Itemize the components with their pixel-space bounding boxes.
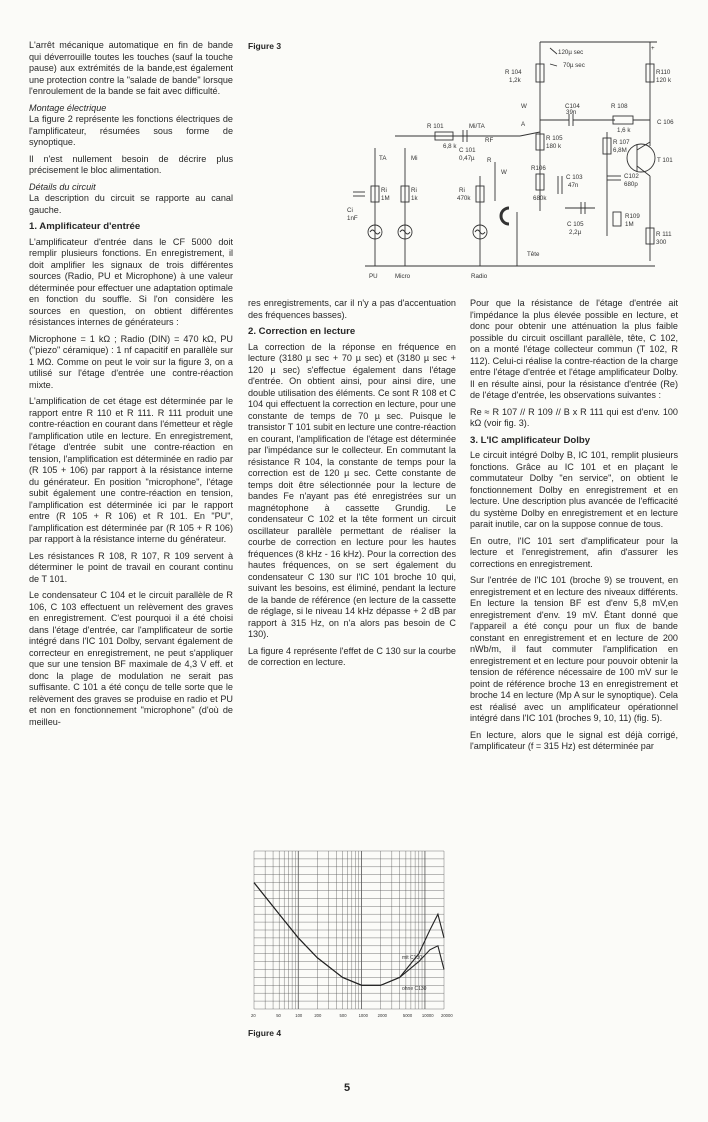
switch-a-label: A [521,121,526,128]
tete-label: Tête [527,251,540,258]
paragraph: Sur l'entrée de l'IC 101 (broche 9) se trouvent, en enregistrement et en lecture des niveaux différents. En lecture la tension BF est d'env 5,8 mV,en enregistrement d'env. 19 mV. Étant donné que l'appareil a été conçu pour un flux de bande constant en enregistrement et en lecture de 200 nWb/m, il faut commuter l'amplification en enregistrement et en lecture pour pouvoir obtenir la tension de référence nécessaire de 100 mV sur le point de référence broche 13 en enregistrement et broche 14 en lecture (Mp A sur le synoptique). Cela est réalisé avec un amplificateur opérationnel intégré dans l'IC 101 (broches 9, 10, 11) (fig. 5). [470,575,678,723]
ri-pu-label: Ri [381,187,387,194]
series-line-with-c130 [254,883,444,986]
t101-label: T 101 [657,157,673,164]
t120-label: 120µ sec [558,49,584,56]
t70-label: 70µ sec [563,62,585,69]
paragraph: La correction de la réponse en fréquence en lecture (3180 µ sec + 70 µ sec) et (3180 µ sec + 120 µ sec) s'effectue également dans l'étage d'entrée. On obtient ainsi, pour ainsi dire, une double utilisation des éléments. Ce sont R 108 et C 104 qui effectuent la correction en lecture, pour une constante de temps de 70 µ sec. Puisque le transistor T 101 subit en lecture une contre-réaction en courant, l'amplification de l'étage est déterminée par l'impédance sur le collecteur. En commutant la résistance R 104, la constante de temps pour la correction est de 120 µ sec. Cette constante de temps doit être sélectionnée pour la lecture de bandes Fe n'ayant pas été enregistrées sur un magnétophone à cassette Grundig. Le condensateur C 102 et la tête forment un circuit oscillateur parallèle permettant de réaliser la courbe de correction en lecture pour les hautes fréquences (8 kHz - 16 kHz). Pour la correction des hautes fréquences, on se sert également du condensateur C 130 sur l'IC 101 broche 10 qui, suivant les besoins, est éliminé, pendant la lecture de la bande de référence (en lecture de la cassette de réglage, si le niveau 14 kHz dépasse + 2 dB par rapport à 315 Hz, on n'a alors pas besoin de C 130). [248,341,456,639]
series-line-without-c130 [254,883,444,986]
section-heading-1: 1. Amplificateur d'entrée [29,221,141,232]
pu-label: PU [369,273,378,280]
paragraph: L'amplificateur d'entrée dans le CF 5000 doit remplir plusieurs fonctions. En enregistrement, il doit amplifier les signaux de trois différentes sources (Radio, PU et Microphone) à une valeur déterminée pour effectuer une adaptation optimale en fonction du souffle. Si l'on considère les sources en question, on obtient différentes résistances internes de générateurs : [29,236,233,327]
page-number: 5 [344,1082,351,1094]
curve-label-with: mit C130 [402,955,423,961]
column-2 [248,298,456,674]
r108-value: 1,6 k [617,127,631,134]
ci-value: 1nF [347,215,358,222]
r110-value: 120 k [656,77,672,84]
paragraph: res enregistrements, car il n'y a pas d'accentuation des fréquences basses). [248,298,456,320]
r104-label: R 104 [505,69,522,76]
c103-label: C 103 [566,174,583,181]
paragraph: La description du circuit se rapporte au canal gauche. [29,193,233,215]
c104-value: 39n [566,109,577,116]
x-tick-label: 20000 [441,1013,453,1018]
paragraph: Il n'est nullement besoin de décrire plus précisement le bloc alimentation. [29,153,233,175]
r106-label: R106 [531,165,546,172]
c102-value: 680p [624,181,638,188]
paragraph: La figure 4 représente l'effet de C 130 sur la courbe de correction en lecture. [248,645,456,667]
c106-label: C 106 [657,119,674,126]
paragraph: L'arrêt mécanique automatique en fin de bande qui déverrouille toutes les touches (sauf la touche pause) aux extrémités de la bande,est également une protection contre la "salade de bande" lorsque l'enroulement de la bande se fait avec difficulté. [29,40,233,96]
ri-pu-value: 1M [381,195,390,202]
c102-label: C102 [624,173,639,180]
rf-label: RF [485,137,494,144]
r111-label: R 111 [656,231,672,238]
r109-resistor [613,212,621,226]
radio-label: Radio [471,273,488,280]
x-tick-label: 50 [276,1013,281,1018]
r-label: R [487,157,492,164]
wa-label: W [501,169,507,176]
paragraph: Microphone = 1 kΩ ; Radio (DIN) = 470 kΩ, PU ("piezo" céramique) : 1 nf capacitif en parallèle sur 1 MΩ. Comme on peut le voir sur la figure 3, on a utilisé sur l'étage d'entrée une contre-réaction mixte. [29,333,233,390]
c103-value: 47n [568,182,579,189]
c101-label: C 101 [459,147,476,154]
c104-label: C104 [565,103,580,110]
r110-label: R110 [656,69,671,76]
column-3 [470,298,678,758]
ci-label: Ci [347,207,353,214]
r109-value: 1M [625,221,634,228]
figure-4-graph [248,845,453,1020]
micro-label: Micro [395,273,411,280]
x-tick-label: 2000 [377,1013,387,1018]
paragraph: En outre, l'IC 101 sert d'amplificateur pour la lecture et l'enregistrement, afin d'assurer les corrections en enregistrement. [470,535,678,569]
plus-label: + [651,45,655,52]
x-tick-label: 500 [339,1013,347,1018]
paragraph: L'amplification de cet étage est déterminée par le rapport entre R 110 et R 111. R 111 produit une contre-réaction en courant dans l'émetteur et règle l'amplification utile en lecture. En enregistrement, l'étage d'entrée subit une contre-réaction en tension, l'amplification est déterminée en radio par (R 105 + 106) par rapport à la résistance interne du générateur. En position "microphone", l'étage subit également une contre-réaction en tension, l'amplification est déterminée ici par le rapport entre (R 105 + R 106) et R 101. En "PU", l'amplification est déterminée par (R 105 + R 106) par rapport à la résistance interne du générateur. [29,396,233,544]
ri-mic-label: Ri [411,187,417,194]
subheading-montage: Montage électrique [29,102,107,113]
section-heading-3: 3. L'IC amplificateur Dolby [470,434,591,446]
r106-value: 680k [533,195,547,202]
section-heading-2: 2. Correction en lecture [248,326,356,337]
c105-label: C 105 [567,221,584,228]
r111-value: 300 [656,239,667,246]
r101-label: R 101 [427,123,444,130]
paragraph: Pour que la résistance de l'étage d'entrée ait l'impédance la plus élevée possible en lecture, et donc pour obtenir une atténuation la plus faible possible du circuit oscillant parallèle, tête, C 102, on a monté l'étage collecteur commun (T 102, R 112). Celui-ci réalise la contre-réaction de la charge entre l'étage d'entrée et l'étage amplificateur Dolby. Il en résulte ainsi, pour la résistance d'entrée (Re) de l'étage d'entrée, les observations suivantes : [470,298,678,400]
mi-label: Mi [411,155,418,162]
x-tick-label: 200 [314,1013,322,1018]
c105-value: 2,2µ [569,229,582,236]
figure-3-schematic [345,36,681,280]
x-tick-label: 1000 [358,1013,368,1018]
paragraph: La figure 2 représente les fonctions électriques de l'amplificateur, résumées sous forme de synoptique. [29,114,233,147]
paragraph: Les résistances R 108, R 107, R 109 servent à déterminer le point de travail en courant continu de T 101. [29,550,233,584]
figure-4-caption: Figure 4 [248,1028,282,1038]
r101-value: 6,8 k [443,143,457,150]
paragraph: Le condensateur C 104 et le circuit parallèle de R 106, C 103 effectuent un relèvement des graves en enregistrement. C'est pourquoi il a été choisi dans l'étage d'entrée, car l'amplificateur de sortie intégré dans l'IC 101 Dolby, servant également de correcteur en enregistrement, ne peut s'appliquer que sur une tension BF maximale de 4,3 V eff. et donc la plage de modulation ne serait pas suffisante. C 101 a été conçu de telle sorte que le relèvement des graves se produise en radio et PU et non en fonctionnement "microphone" (d'où de meilleu- [29,590,233,727]
x-tick-label: 20 [251,1013,256,1018]
ri-radio-value: 470k [457,195,471,202]
figure-3-caption: Figure 3 [248,41,282,51]
ri-mic-value: 1k [411,195,418,202]
x-tick-label: 10000 [421,1013,434,1018]
mita-label: Mi/TA [469,123,485,130]
x-tick-label: 100 [295,1013,303,1018]
r105-label: R 105 [546,135,563,142]
x-tick-label: 5000 [402,1013,413,1018]
r107-value: 6,8M [613,147,627,154]
tape-head-icon [501,208,509,224]
r104-value: 1,2k [509,77,521,84]
paragraph: Le circuit intégré Dolby B, IC 101, remplit plusieurs fonctions. Grâce au IC 101 et en plaçant le commutateur Dolby "en service", on obtient le fonctionnement Dolby en enregistrement et en lecture. Une description plus avancée de l'efficacité du système Dolby en enregistrement et en lecture parait inutile, car on la suppose connue de tous. [470,450,678,529]
r107-label: R 107 [613,139,630,146]
ri-radio-label: Ri [459,187,465,194]
subheading-details: Détails du circuit [29,181,96,192]
c101-value: 0,47µ [459,155,475,162]
curve-label-without: ohne C130 [402,986,427,992]
column-1 [29,40,233,733]
r109-label: R109 [625,213,640,220]
r108-label: R 108 [611,103,628,110]
r108-resistor [613,116,633,124]
paragraph: Re ≈ R 107 // R 109 // B x R 111 qui est d'env. 100 kΩ (voir fig. 3). [470,406,678,428]
r105-value: 180 k [546,143,562,150]
paragraph: En lecture, alors que le signal est déjà corrigé, l'amplificateur (f = 315 Hz) est déterminée par [470,729,678,751]
ta-label: TA [379,155,387,162]
switch-w-label: W [521,103,527,110]
